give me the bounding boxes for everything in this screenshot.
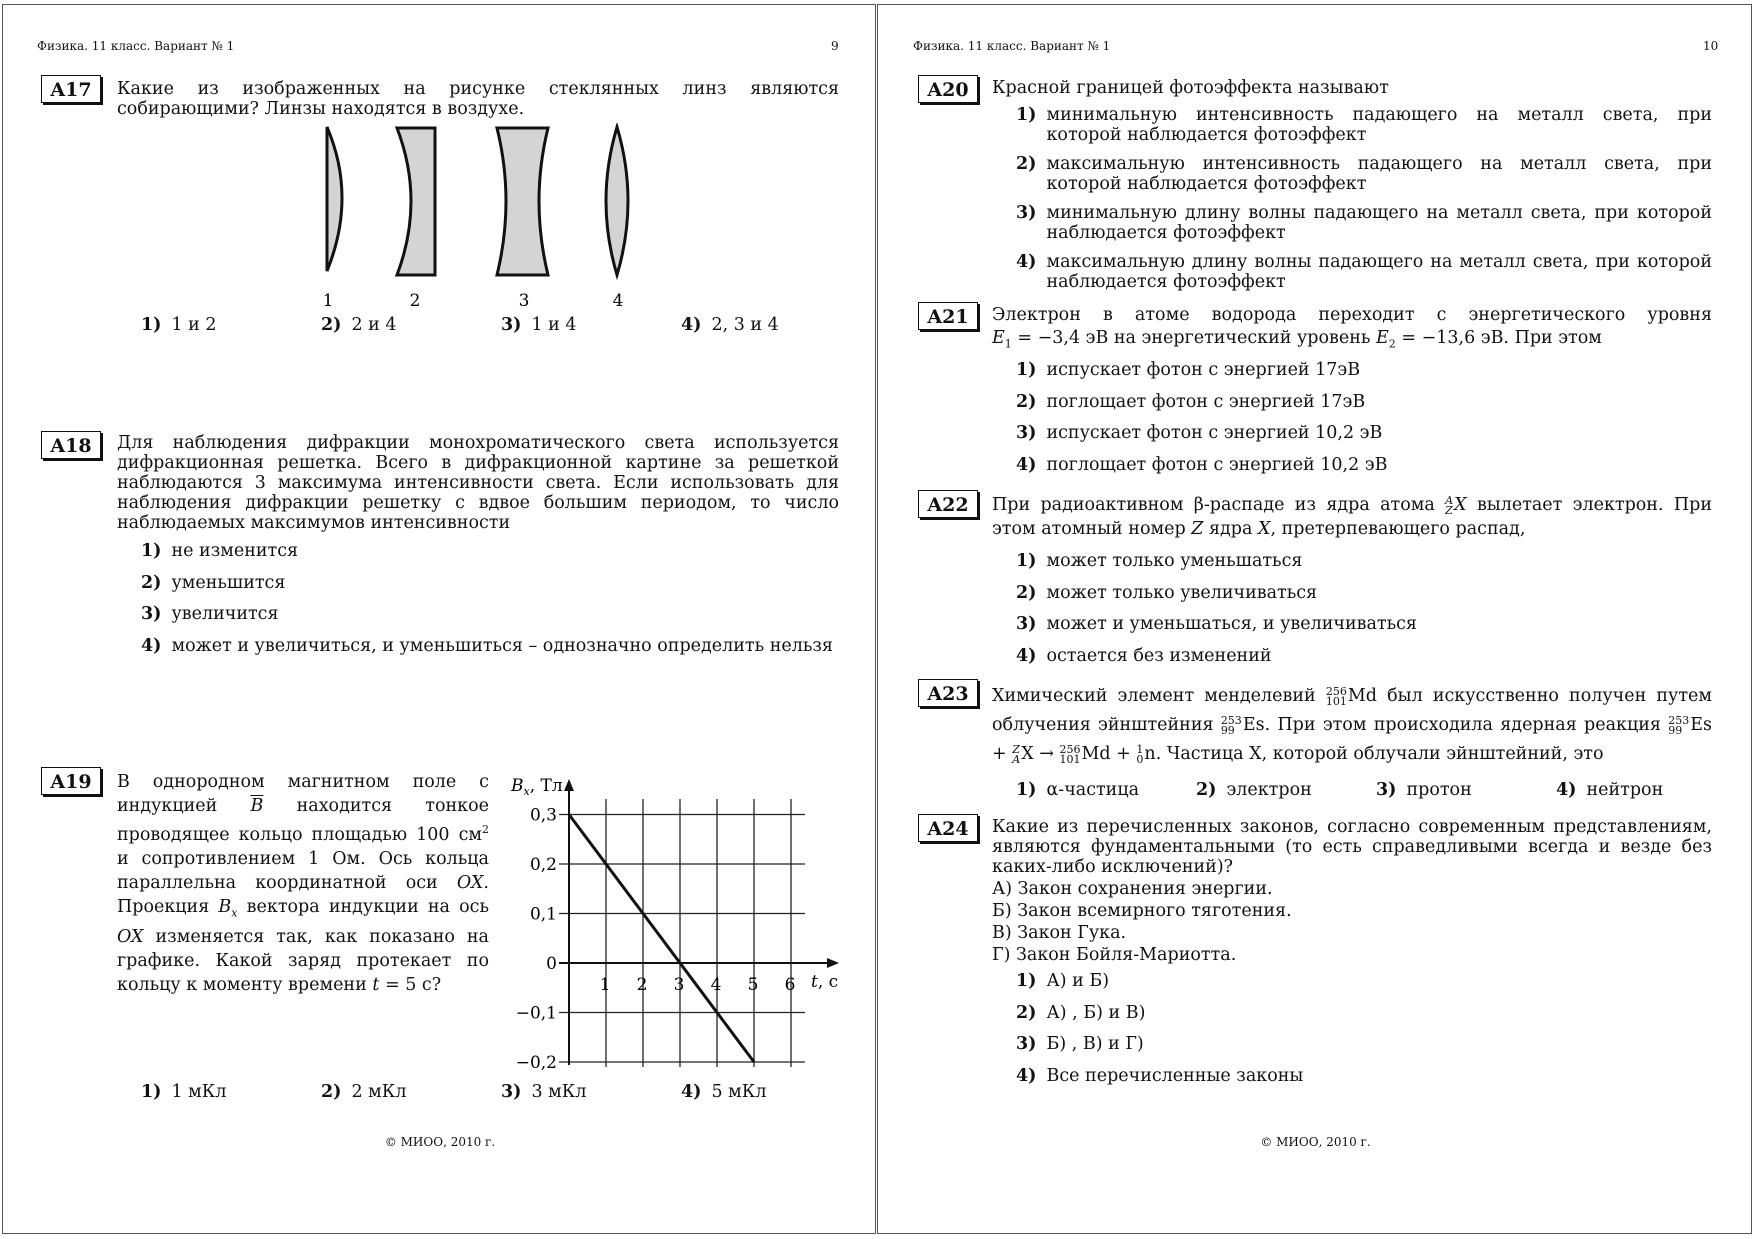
lens-label-1: 1 [322,291,334,311]
a17-stem-line1: Какие из изображенных на рисунке стеклянных линз являются [117,79,839,99]
a24-stem: Какие из перечисленных законов, согласно современным представлениям, являются фундаментальными (то есть справедливыми всегда и везде без каких-либо исключений)? [992,817,1712,877]
a20-stem: Красной границей фотоэффекта называют [992,78,1389,98]
a21-stem-line2: $E_1 = -3,4$ эВ на энергетический уровень $E_2 = -13,6$ эВ. При этом [992,328,1602,351]
x-tick-label: 5 [747,975,759,995]
x-tick-label: 6 [784,975,796,995]
footer: © МИОО, 2010 г. [384,1135,496,1149]
a23-option-3[interactable]: 3) протон [1376,780,1472,800]
x-tick-label: 3 [673,975,685,995]
question-label-a17: A17 [41,75,101,103]
a24-law-b: Б) Закон всемирного тяготения. [992,901,1292,921]
a18-stem: Для наблюдения дифракции монохроматического света используется дифракционная решетка. Всего в дифракционной картине за решеткой наблюдаются 3 максимума интенсивности света. Если использовать для наблюдения дифракции решетку с вдвое большим периодом, то число наблюдаемых максимумов интенсивности [117,433,839,533]
a22-option-4[interactable]: 4) остается без изменений [1016,646,1272,666]
question-label-a21: A21 [918,302,978,330]
a24-option-1[interactable]: 1) А) и Б) [1016,971,1110,991]
y-axis-label: $B_x$, Тл [511,776,563,798]
a24-option-3[interactable]: 3) Б) , В) и Г) [1016,1034,1144,1054]
a18-option-2[interactable]: 2) уменьшится [141,573,286,593]
lens-3 [497,128,548,275]
a22-stem: При радиоактивном β-распаде из ядра атома A Z X вылетает электрон. При этом атомный номер Z ядра X, претерпевающего распад, [992,493,1712,539]
a20-option-2[interactable]: 2) максимальную интенсивность падающего на металл света, при которой наблюдается фотоэффект [1016,154,1712,194]
y-tick-label: 0 [546,954,557,974]
page-number: 9 [831,39,839,53]
header-title: Физика. 11 класс. Вариант № 1 [37,39,235,53]
y-tick-label: 0,1 [529,904,557,925]
page-right [877,4,1752,1234]
a24-law-a: А) Закон сохранения энергии. [992,879,1273,899]
a18-option-3[interactable]: 3) увеличится [141,604,279,624]
a22-option-3[interactable]: 3) может и уменьшаться, и увеличиваться [1016,614,1417,634]
a21-option-4[interactable]: 4) поглощает фотон с энергией 10,2 эВ [1016,455,1388,475]
x-tick-label: 2 [636,975,648,995]
a20-option-3[interactable]: 3) минимальную длину волны падающего на металл света, при которой наблюдается фотоэффект [1016,203,1712,243]
question-label-a22: A22 [918,490,978,518]
series-line [569,815,754,1063]
a23-option-1[interactable]: 1) α-частица [1016,780,1140,800]
y-tick-label: 0,3 [529,805,557,826]
a19-stem: В однородном магнитном поле с индукцией $\overline{B}$ находится тонкое проводящее кольцо площадью 100 $см^2$ и сопротивлением 1 Ом. Ось кольца параллельна координатной оси OX. Проекция $B_x$ вектора индукции на ось OX изменяется так, как показано на графике. Какой заряд протекает по кольцу к моменту времени t = 5 с? [117,772,489,996]
a23-option-2[interactable]: 2) электрон [1196,780,1312,800]
lens-label-2: 2 [409,291,421,311]
question-label-a23: A23 [918,679,978,707]
y-tick-label: 0,2 [529,855,557,875]
a24-option-4[interactable]: 4) Все перечисленные законы [1016,1066,1304,1086]
x-axis-label: t, с [811,972,839,992]
a21-option-2[interactable]: 2) поглощает фотон с энергией 17эВ [1016,392,1366,412]
lens-2 [397,128,435,275]
a18-option-1[interactable]: 1) не изменится [141,541,299,561]
a22-option-2[interactable]: 2) может только увеличиваться [1016,583,1318,603]
footer: © МИОО, 2010 г. [1260,1135,1371,1149]
a22-option-1[interactable]: 1) может только уменьшаться [1016,551,1303,571]
a18-option-4[interactable]: 4) может и увеличиться, и уменьшиться – однозначно определить нельзя [141,636,833,656]
x-tick-label: 1 [599,975,611,995]
lenses-figure [303,123,643,313]
a19-option-3[interactable]: 3) 3 мКл [501,1082,587,1102]
a17-option-2[interactable]: 2) 2 и 4 [321,315,397,335]
header-title: Физика. 11 класс. Вариант № 1 [913,39,1111,53]
a19-option-1[interactable]: 1) 1 мКл [141,1082,227,1102]
x-tick-label: 4 [710,975,722,995]
y-tick-label: −0,1 [515,1003,557,1024]
lens-label-4: 4 [612,291,624,311]
a24-option-2[interactable]: 2) А) , Б) и В) [1016,1003,1146,1023]
a24-law-d: Г) Закон Бойля-Мариотта. [992,945,1237,965]
a24-law-c: В) Закон Гука. [992,923,1127,943]
a20-option-4[interactable]: 4) максимальную длину волны падающего на металл света, при которой наблюдается фотоэффект [1016,252,1712,292]
question-label-a19: A19 [41,767,101,795]
a23-stem: Химический элемент менделевий 256 101 Md был искусственно получен путем облучения эйнштейния 253 99 Es. При этом происходила ядерная реакция 253 99 Es + Z A X → 256 101 Md + 1 0 n. Частица X, которой облучали эйнштейний, это [992,684,1712,766]
question-label-a20: A20 [918,75,978,103]
lens-4 [606,127,628,275]
a20-option-1[interactable]: 1) минимальную интенсивность падающего на металл света, при которой наблюдается фотоэффект [1016,105,1712,145]
a17-stem-line2: собирающими? Линзы находятся в воздухе. [117,99,525,119]
a19-option-2[interactable]: 2) 2 мКл [321,1082,407,1102]
a17-option-3[interactable]: 3) 1 и 4 [501,315,577,335]
chart-grid [559,799,805,1067]
y-axis-arrow [564,779,574,791]
lens-1 [327,127,342,271]
page-left [2,4,876,1234]
a19-option-4[interactable]: 4) 5 мКл [681,1082,767,1102]
question-label-a24: A24 [918,814,978,842]
a21-stem-line1: Электрон в атоме водорода переходит с энергетического уровня [992,305,1712,325]
question-label-a18: A18 [41,431,101,459]
lens-label-3: 3 [518,291,530,311]
a17-option-1[interactable]: 1) 1 и 2 [141,315,217,335]
a21-option-3[interactable]: 3) испускает фотон с энергией 10,2 эВ [1016,423,1383,443]
a21-option-1[interactable]: 1) испускает фотон с энергией 17эВ [1016,360,1361,380]
a23-option-4[interactable]: 4) нейтрон [1556,780,1664,800]
nuclide-azx: A Z [1445,493,1454,517]
page-number: 10 [1703,39,1719,53]
bx-vs-t-chart [503,765,843,1075]
y-tick-label: −0,2 [515,1053,557,1073]
a17-option-4[interactable]: 4) 2, 3 и 4 [681,315,779,335]
x-axis-arrow [827,958,839,968]
